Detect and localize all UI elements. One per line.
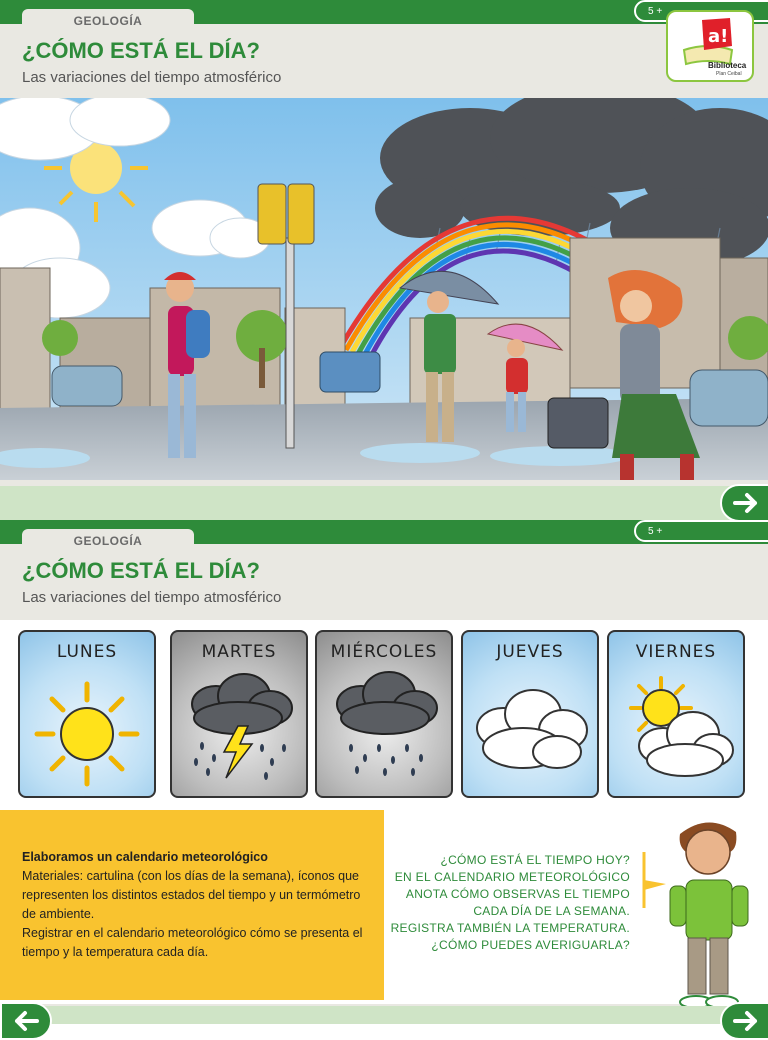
storm-icon <box>172 668 306 798</box>
rain-cloud-icon <box>317 668 451 798</box>
arrow-right-icon <box>733 1010 759 1032</box>
logo-subtext: Plan Ceibal <box>716 71 742 77</box>
subject-tab: GEOLOGÍA <box>22 529 194 553</box>
bottom-bar <box>0 1006 768 1024</box>
logo-mark: a! <box>708 26 729 47</box>
arrow-left-icon <box>13 1010 39 1032</box>
prev-button[interactable] <box>0 1002 52 1040</box>
day-label: JUEVES <box>496 642 564 662</box>
info-box <box>0 810 384 1000</box>
day-card-lunes <box>18 630 156 798</box>
day-card-martes <box>170 630 308 798</box>
partly-cloudy-icon <box>609 668 743 798</box>
sun-icon <box>20 674 154 794</box>
age-badge: 5 + <box>634 520 768 542</box>
next-button[interactable] <box>720 1002 768 1040</box>
arrow-right-icon <box>733 492 759 514</box>
page-title: ¿CÓMO ESTÁ EL DÍA? <box>22 558 260 583</box>
page-subtitle: Las variaciones del tiempo atmosférico <box>22 589 282 606</box>
age-badge: 5 + <box>634 0 768 22</box>
biblioteca-logo <box>666 10 754 82</box>
logo-text: Biblioteca <box>708 61 747 70</box>
day-label: LUNES <box>56 642 118 662</box>
day-card-miercoles <box>315 630 453 798</box>
day-card-jueves <box>461 630 599 798</box>
info-task: Registrar en el calendario meteorológico cómo se presenta el tiempo y la temperatura cada día. <box>22 926 363 959</box>
day-card-viernes <box>607 630 745 798</box>
day-label: MARTES <box>201 642 277 662</box>
prompt-line: EN EL CALENDARIO METEOROLÓGICO <box>394 870 630 884</box>
page-subtitle: Las variaciones del tiempo atmosférico <box>22 69 282 86</box>
prompt-line: CADA DÍA DE LA SEMANA. <box>473 904 630 918</box>
boy-character <box>658 812 758 1012</box>
prompt-line: ANOTA CÓMO OBSERVAS EL TIEMPO <box>405 887 630 901</box>
day-label: MIÉRCOLES <box>330 642 438 662</box>
prompt-line: ¿CÓMO ESTÁ EL TIEMPO HOY? <box>440 853 630 867</box>
cloud-icon <box>463 668 597 798</box>
subject-tab: GEOLOGÍA <box>22 9 194 33</box>
prompt-line: REGISTRA TAMBIÉN LA TEMPERATURA. <box>390 921 630 935</box>
prompt-line: ¿CÓMO PUEDES AVERIGUARLA? <box>431 938 630 952</box>
day-label: VIERNES <box>635 642 717 662</box>
info-heading: Elaboramos un calendario meteorológico <box>22 850 268 864</box>
bottom-bar <box>0 486 768 520</box>
info-materials: Materiales: cartulina (con los días de la semana), íconos que representen los distintos estados del tiempo y un termómetro de ambiente. <box>22 869 361 921</box>
street-illustration <box>0 98 768 480</box>
next-button[interactable] <box>720 484 768 520</box>
page-title: ¿CÓMO ESTÁ EL DÍA? <box>22 38 260 63</box>
weather-prompt <box>370 852 630 954</box>
